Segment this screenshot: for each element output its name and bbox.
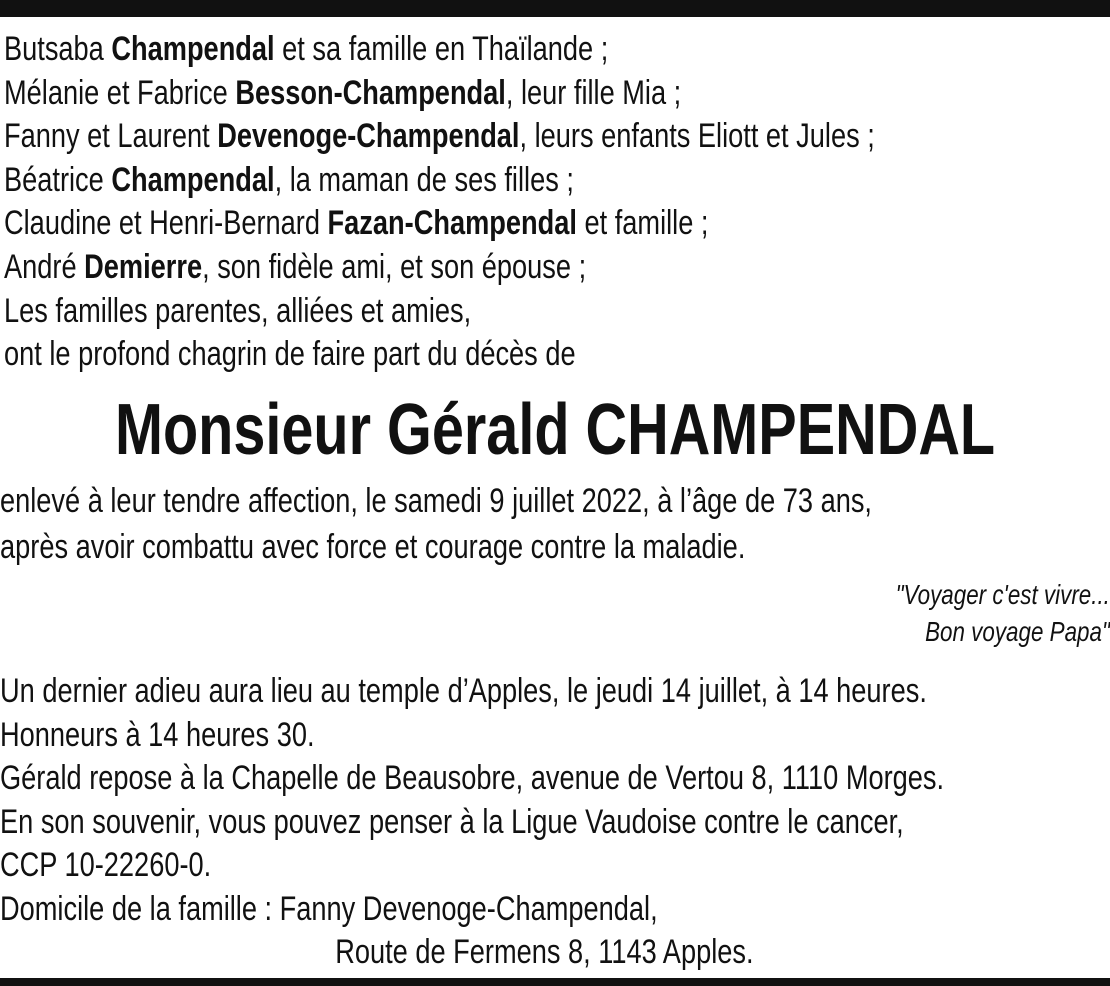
ceremony-info [0,670,1110,975]
family-list [4,28,1110,377]
family-line: Mélanie et Fabrice Besson-Champendal, leur fille Mia ; [4,73,682,112]
deceased-name [0,390,1110,470]
announcement-line: ont le profond chagrin de faire part du décès de [4,335,576,374]
death-line: enlevé à leur tendre affection, le samedi 9 juillet 2022, à l’âge de 73 ans, [0,482,872,520]
family-line: André Demierre, son fidèle ami, et son épouse ; [4,247,587,286]
bottom-rule [0,978,1110,986]
info-line: CCP 10-22260-0. [0,846,212,884]
info-line: Honneurs à 14 heures 30. [0,715,315,754]
family-address-line: Route de Fermens 8, 1143 Apples. [335,933,754,971]
family-line: Fanny et Laurent Devenoge-Champendal, leurs enfants Eliott et Jules ; [4,117,875,156]
death-line: après avoir combattu avec force et courage contre la maladie. [0,528,746,566]
family-line: Claudine et Henri-Bernard Fazan-Champendal et famille ; [4,204,709,243]
family-line: Les familles parentes, alliées et amies, [4,291,472,330]
deceased-name-text: Monsieur Gérald CHAMPENDAL [114,390,996,470]
family-address-line: Domicile de la famille : Fanny Devenoge-Champendal, [0,889,658,928]
family-line: Butsaba Champendal et sa famille en Thaïlande ; [4,30,609,68]
quote [842,576,1110,650]
top-rule [0,0,1110,17]
info-line: Gérald repose à la Chapelle de Beausobre, avenue de Vertou 8, 1110 Morges. [0,759,945,797]
quote-line: "Voyager c'est vivre... [895,579,1110,610]
family-line: Béatrice Champendal, la maman de ses filles ; [4,160,574,199]
death-notice [0,478,1110,570]
quote-line: Bon voyage Papa" [925,616,1110,647]
info-line: Un dernier adieu aura lieu au temple d’Apples, le jeudi 14 juillet, à 14 heures. [0,672,927,710]
info-line: En son souvenir, vous pouvez penser à la Ligue Vaudoise contre le cancer, [0,802,904,841]
